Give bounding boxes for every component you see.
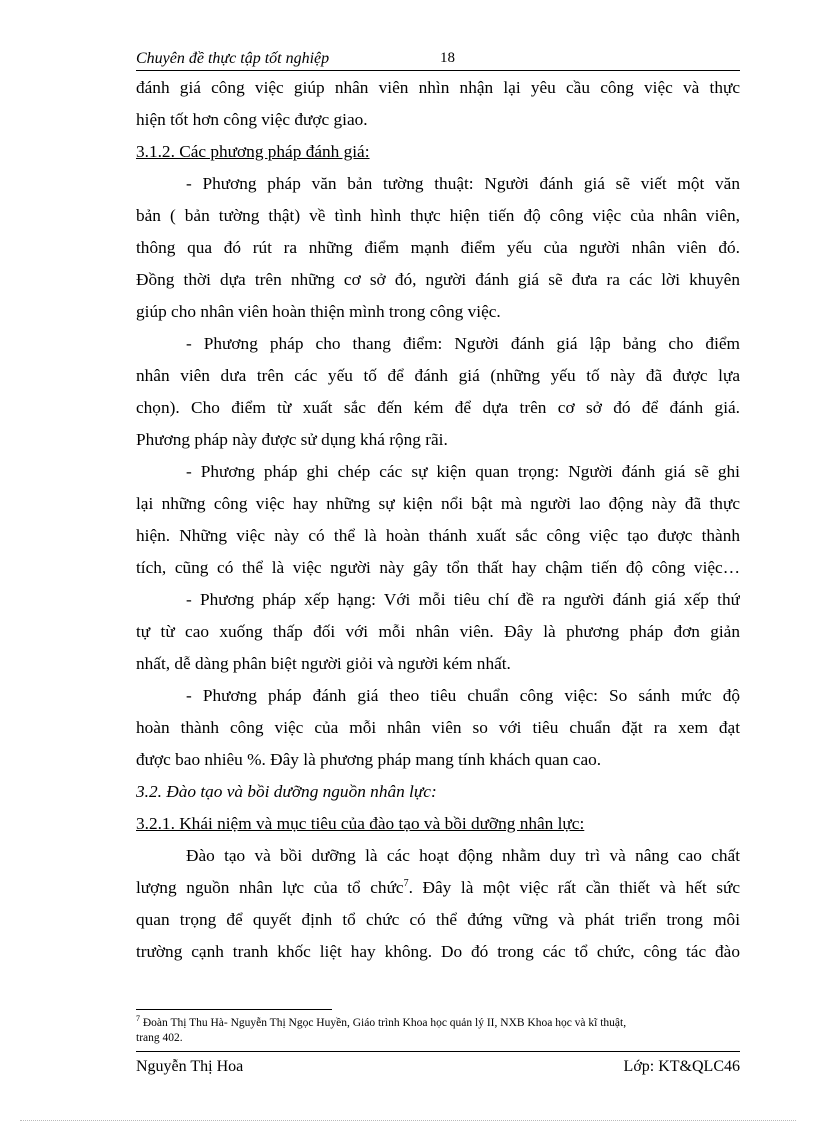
paragraph-line: bản ( bản tường thật) về tình hình thực hiện tiến độ công việc của nhân viên, xyxy=(136,206,740,225)
header-title: Chuyên đề thực tập tốt nghiệp xyxy=(136,50,330,67)
paragraph-line: giúp cho nhân viên hoàn thiện mình trong công việc. xyxy=(136,302,501,321)
body-text xyxy=(136,72,740,968)
paragraph-line: hoàn thành công việc của mỗi nhân viên so với tiêu chuẩn đặt ra xem đạt xyxy=(136,718,740,737)
paragraph-line: - Phương pháp đánh giá theo tiêu chuẩn công việc: So sánh mức độ xyxy=(186,686,740,705)
paragraph-line: - Phương pháp cho thang điểm: Người đánh giá lập bảng cho điểm xyxy=(186,334,740,353)
footnote-marker: 7 xyxy=(136,1014,140,1024)
footnote-separator xyxy=(136,1009,332,1010)
footer-author: Nguyễn Thị Hoa xyxy=(136,1058,244,1075)
heading-text: 3.2.1. Khái niệm và mục tiêu của đào tạo và bồi dưỡng nhân lực: xyxy=(136,814,585,833)
footnote xyxy=(136,1016,740,1046)
paragraph-line: tự từ cao xuống thấp đối với mỗi nhân viên. Đây là phương pháp đơn giản xyxy=(136,622,740,641)
footnote-text: Đoàn Thị Thu Hà- Nguyễn Thị Ngọc Huyền, Giáo trình Khoa học quản lý II, NXB Khoa học và kĩ thuật, xyxy=(140,1017,627,1029)
footnote-line: trang 402. xyxy=(136,1032,183,1044)
paragraph-line: lại những công việc hay những sự kiện nổi bật mà người lao động này đã thực xyxy=(136,494,740,513)
paragraph-line: - Phương pháp ghi chép các sự kiện quan trọng: Người đánh giá sẽ ghi xyxy=(186,462,740,481)
paragraph-line: trường cạnh tranh khốc liệt hay không. Do đó trong các tổ chức, công tác đào xyxy=(136,942,740,961)
paragraph-line: thông qua đó rút ra những điểm mạnh điểm yếu của người nhân viên đó. xyxy=(136,238,740,257)
document-page xyxy=(136,0,740,1123)
paragraph-line: nhân viên dưa trên các yếu tố để đánh giá (những yếu tố này đã được lựa xyxy=(136,366,740,385)
page-footer xyxy=(136,1051,740,1076)
paragraph-line: được bao nhiêu %. Đây là phương pháp mang tính khách quan cao. xyxy=(136,750,602,769)
page-edge-divider xyxy=(20,1120,796,1121)
footnote-line xyxy=(136,1016,740,1031)
section-heading xyxy=(136,136,740,168)
paragraph-line: đánh giá công việc giúp nhân viên nhìn nhận lại yêu cầu công việc và thực xyxy=(136,78,740,97)
page-number: 18 xyxy=(440,50,455,66)
paragraph-line: Đào tạo và bồi dưỡng là các hoạt động nhằm duy trì và nâng cao chất xyxy=(186,846,740,865)
paragraph-line: tích, cũng có thể là việc người này gây tổn thất hay chậm tiến độ công việc… xyxy=(136,558,740,577)
subsection-heading xyxy=(136,808,740,840)
heading-text: 3.1.2. Các phương pháp đánh giá: xyxy=(136,142,370,161)
footnote-reference[interactable]: 7 xyxy=(403,878,409,890)
paragraph-line: chọn). Cho điểm từ xuất sắc đến kém để dựa trên cơ sở đó để đánh giá. xyxy=(136,398,740,417)
footer-class: Lớp: KT&QLC46 xyxy=(623,1058,740,1075)
paragraph-line: hiện. Những việc này có thể là hoàn thánh xuất sắc công việc tạo được thành xyxy=(136,526,740,545)
text-span: . Đây là một việc rất cần thiết và hết sức xyxy=(408,878,740,897)
paragraph-line: hiện tốt hơn công việc được giao. xyxy=(136,110,368,129)
page-header xyxy=(136,48,740,71)
paragraph-line: Phương pháp này được sử dụng khá rộng rãi. xyxy=(136,430,448,449)
text-span: lượng nguồn nhân lực của tổ chức xyxy=(136,878,404,897)
paragraph-line: nhất, dễ dàng phân biệt người giỏi và người kém nhất. xyxy=(136,654,511,673)
paragraph-line: - Phương pháp xếp hạng: Với mỗi tiêu chí đề ra người đánh giá xếp thứ xyxy=(186,590,740,609)
paragraph-line: - Phương pháp văn bản tường thuật: Người đánh giá sẽ viết một văn xyxy=(186,174,740,193)
paragraph-line xyxy=(136,872,740,904)
section-heading: 3.2. Đào tạo và bồi dưỡng nguồn nhân lực: xyxy=(136,782,437,801)
paragraph-line: Đồng thời dựa trên những cơ sở đó, người đánh giá sẽ đưa ra các lời khuyên xyxy=(136,270,740,289)
paragraph-line: quan trọng để quyết định tổ chức có thể đứng vững và phát triển trong môi xyxy=(136,910,740,929)
